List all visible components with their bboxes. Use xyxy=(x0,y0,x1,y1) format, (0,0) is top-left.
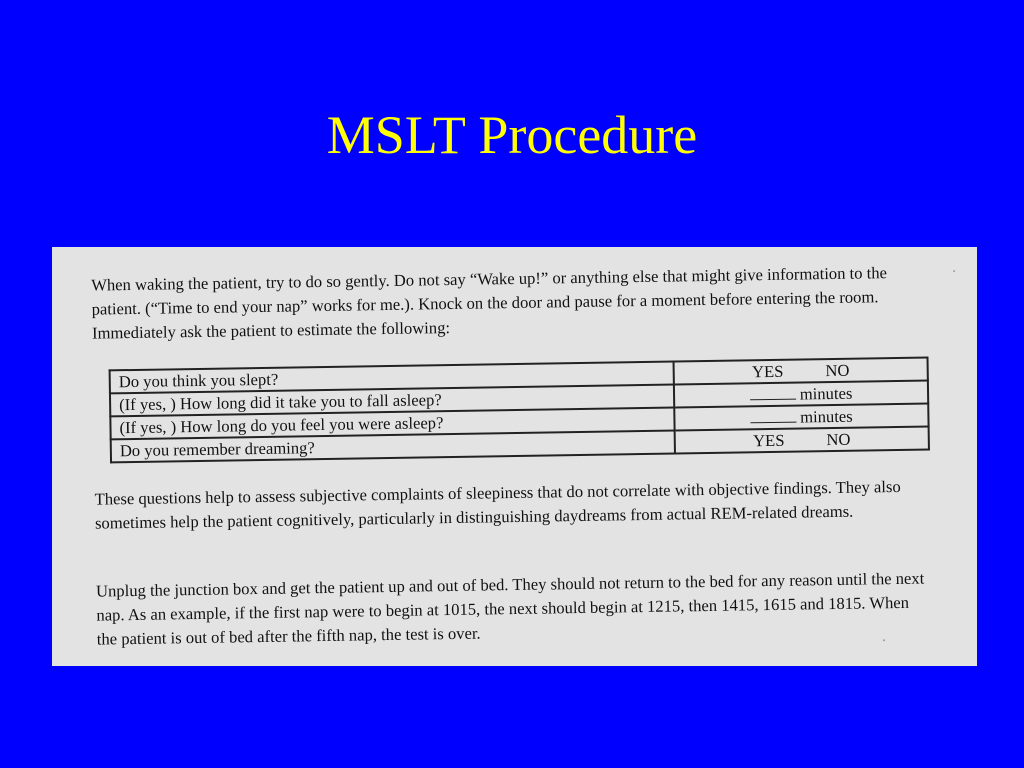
no-option: NO xyxy=(826,429,851,450)
unit-label: minutes xyxy=(799,383,853,404)
scan-speck xyxy=(953,270,955,272)
blank-line xyxy=(750,408,796,424)
yes-option: YES xyxy=(752,430,785,451)
note-paragraph: These questions help to assess subjective complaints of sleepiness that do not correlate with objective findings. They also sometimes help the patient cognitively, particularly in distinguishing daydreams from actual REM-related dreams. xyxy=(94,476,901,533)
no-option: NO xyxy=(825,360,850,381)
unplug-paragraph: Unplug the junction box and get the patient up and out of bed. They should not return to the bed for any reason until the next nap. As an example, if the first nap were to begin at 1015, the next should begin at 1215, then 1415, 1615 and 1815. When the patient is out of bed after the fifth nap, the test is over. xyxy=(95,568,925,649)
yes-option: YES xyxy=(751,361,784,382)
slide-title: MSLT Procedure xyxy=(326,105,698,165)
unit-label: minutes xyxy=(799,406,853,427)
question-cell: (If yes, ) How long do you feel you were asleep? xyxy=(110,407,674,439)
blank-line xyxy=(750,385,796,401)
question-cell: (If yes, ) How long did it take you to fall asleep? xyxy=(110,384,674,416)
intro-paragraph: When waking the patient, try to do so gently. Do not say “Wake up!” or anything else that might give information to the patient. (“Time to end your nap” works for me.). Knock on the door and pause for a moment before entering the room. Immediately ask the patient to estimate the following: xyxy=(91,263,888,343)
answer-cell xyxy=(675,426,929,453)
scan-speck xyxy=(883,639,885,641)
question-table xyxy=(109,356,930,463)
scanned-document-content xyxy=(52,247,977,666)
scanned-document xyxy=(52,247,977,666)
question-cell: Do you think you slept? xyxy=(110,361,674,393)
question-cell: Do you remember dreaming? xyxy=(111,430,675,462)
